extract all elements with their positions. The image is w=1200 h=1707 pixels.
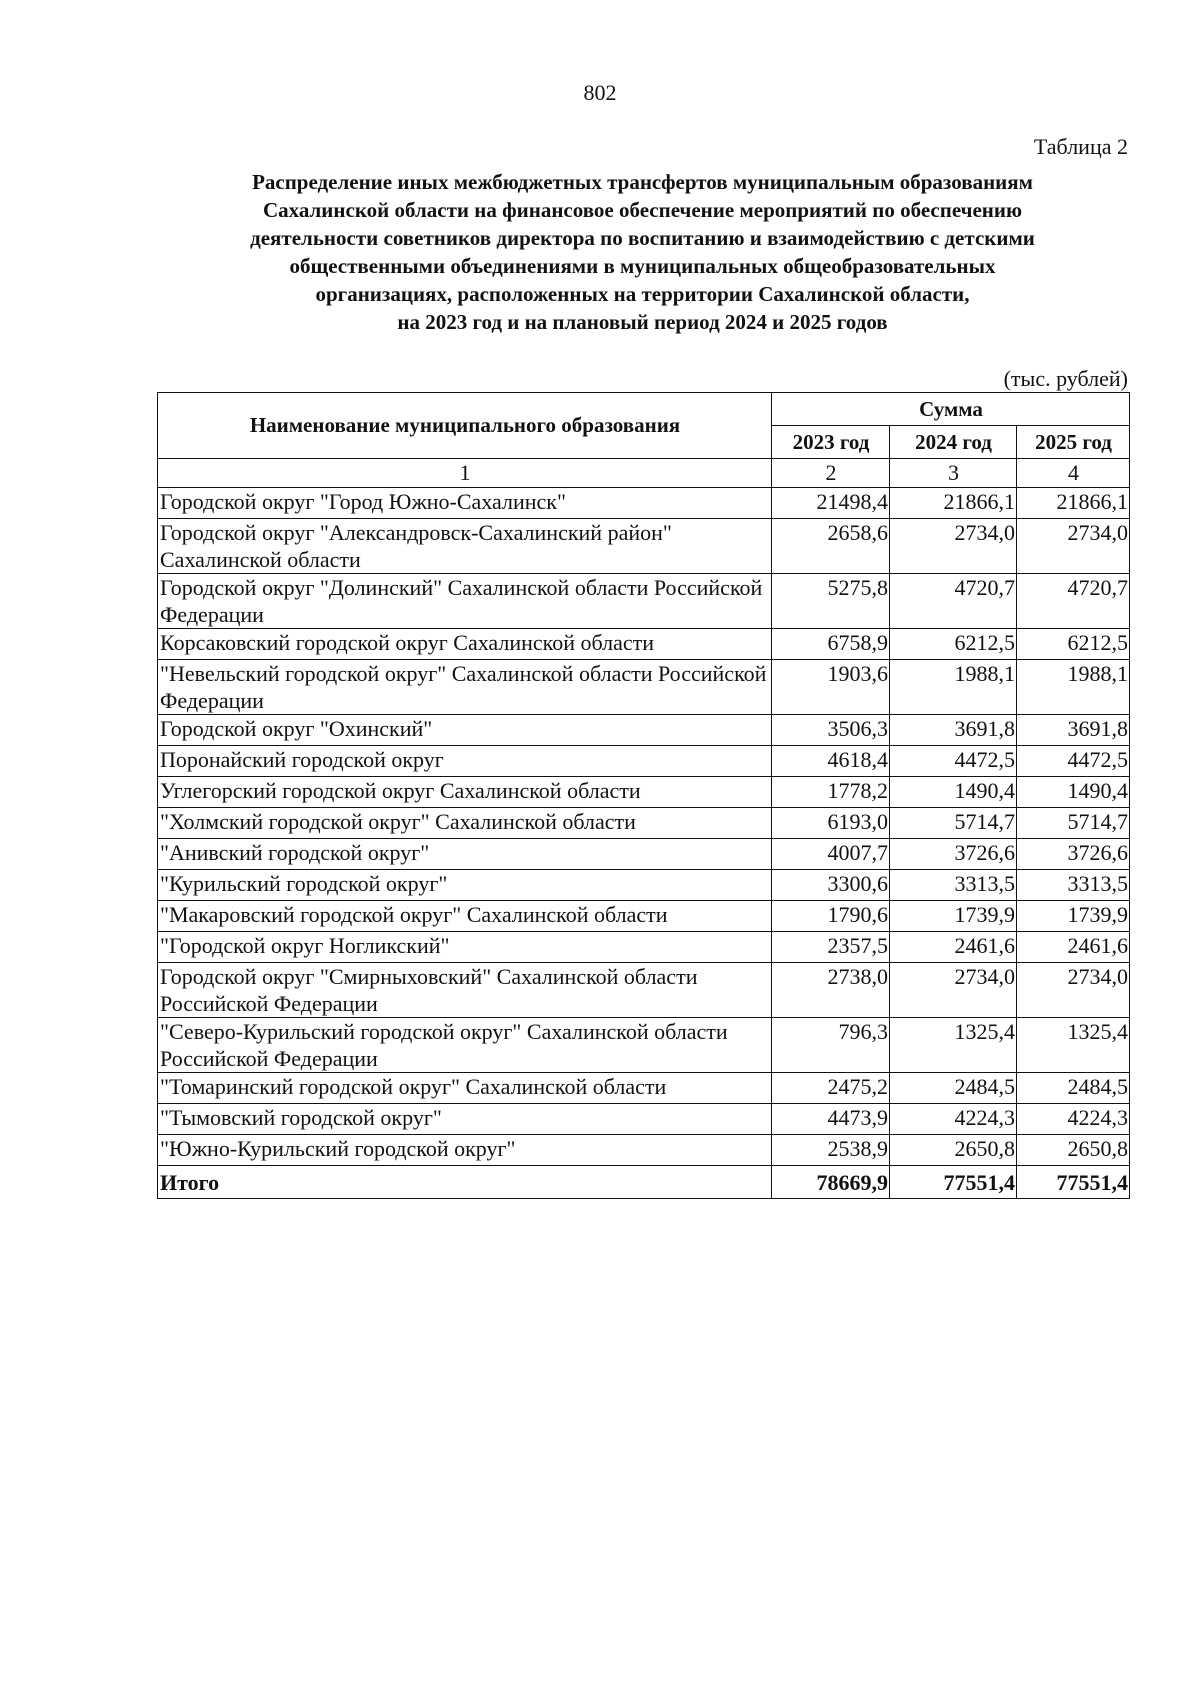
column-number: 1 bbox=[158, 459, 772, 488]
value-2023: 4473,9 bbox=[772, 1104, 890, 1135]
value-2025: 2734,0 bbox=[1017, 963, 1130, 1018]
value-2023: 5275,8 bbox=[772, 574, 890, 629]
municipality-name: Углегорский городской округ Сахалинской области bbox=[158, 777, 772, 808]
value-2024: 6212,5 bbox=[890, 629, 1017, 660]
municipality-name: "Анивский городской округ" bbox=[158, 839, 772, 870]
value-2024: 3726,6 bbox=[890, 839, 1017, 870]
value-2025: 3726,6 bbox=[1017, 839, 1130, 870]
table-row bbox=[158, 932, 1130, 963]
municipality-name: "Тымовский городской округ" bbox=[158, 1104, 772, 1135]
municipality-name: "Холмский городской округ" Сахалинской области bbox=[158, 808, 772, 839]
value-2024: 4720,7 bbox=[890, 574, 1017, 629]
transfers-table bbox=[157, 392, 1130, 1199]
municipality-name: "Северо-Курильский городской округ" Сахалинской области Российской Федерации bbox=[158, 1018, 772, 1073]
value-2024: 21866,1 bbox=[890, 488, 1017, 519]
value-2025: 4224,3 bbox=[1017, 1104, 1130, 1135]
table-row bbox=[158, 963, 1130, 1018]
table-row bbox=[158, 1104, 1130, 1135]
units-label: (тыс. рублей) bbox=[1003, 366, 1128, 391]
table-row bbox=[158, 839, 1130, 870]
table-row bbox=[158, 808, 1130, 839]
value-2025: 2650,8 bbox=[1017, 1135, 1130, 1166]
value-2023: 4618,4 bbox=[772, 746, 890, 777]
table-row bbox=[158, 777, 1130, 808]
header-year-2025: 2025 год bbox=[1017, 426, 1130, 459]
municipality-name: "Курильский городской округ" bbox=[158, 870, 772, 901]
value-2025: 4720,7 bbox=[1017, 574, 1130, 629]
value-2025: 1988,1 bbox=[1017, 660, 1130, 715]
table-row bbox=[158, 629, 1130, 660]
value-2024: 3691,8 bbox=[890, 715, 1017, 746]
table-row bbox=[158, 901, 1130, 932]
value-2024: 2650,8 bbox=[890, 1135, 1017, 1166]
value-2024: 1325,4 bbox=[890, 1018, 1017, 1073]
value-2025: 4472,5 bbox=[1017, 746, 1130, 777]
value-2025: 1739,9 bbox=[1017, 901, 1130, 932]
total-row bbox=[158, 1166, 1130, 1199]
value-2023: 1790,6 bbox=[772, 901, 890, 932]
document-title bbox=[150, 168, 1135, 336]
title-line: Распределение иных межбюджетных трансфертов муниципальным образованиям bbox=[252, 170, 1033, 194]
title-line: общественными объединениями в муниципальных общеобразовательных bbox=[289, 254, 996, 278]
value-2025: 3691,8 bbox=[1017, 715, 1130, 746]
value-2025: 3313,5 bbox=[1017, 870, 1130, 901]
table-body bbox=[158, 488, 1130, 1199]
header-row bbox=[158, 393, 1130, 426]
municipality-name: Городской округ "Охинский" bbox=[158, 715, 772, 746]
value-2025: 6212,5 bbox=[1017, 629, 1130, 660]
header-municipality: Наименование муниципального образования bbox=[158, 393, 772, 459]
value-2024: 1739,9 bbox=[890, 901, 1017, 932]
value-2024: 2461,6 bbox=[890, 932, 1017, 963]
value-2025: 2484,5 bbox=[1017, 1073, 1130, 1104]
value-2024: 2484,5 bbox=[890, 1073, 1017, 1104]
table-row bbox=[158, 715, 1130, 746]
header-year-2023: 2023 год bbox=[772, 426, 890, 459]
header-year-2024: 2024 год bbox=[890, 426, 1017, 459]
total-2023: 78669,9 bbox=[772, 1166, 890, 1199]
value-2023: 6758,9 bbox=[772, 629, 890, 660]
title-line: Сахалинской области на финансовое обеспечение мероприятий по обеспечению bbox=[262, 198, 1023, 222]
value-2024: 4224,3 bbox=[890, 1104, 1017, 1135]
value-2023: 3300,6 bbox=[772, 870, 890, 901]
value-2023: 2658,6 bbox=[772, 519, 890, 574]
value-2023: 796,3 bbox=[772, 1018, 890, 1073]
value-2023: 3506,3 bbox=[772, 715, 890, 746]
column-number: 3 bbox=[890, 459, 1017, 488]
value-2024: 1988,1 bbox=[890, 660, 1017, 715]
table-row bbox=[158, 574, 1130, 629]
total-label: Итого bbox=[158, 1166, 772, 1199]
value-2025: 1325,4 bbox=[1017, 1018, 1130, 1073]
table-row bbox=[158, 870, 1130, 901]
column-numbers-row bbox=[158, 459, 1130, 488]
table-row bbox=[158, 488, 1130, 519]
value-2024: 1490,4 bbox=[890, 777, 1017, 808]
value-2024: 2734,0 bbox=[890, 519, 1017, 574]
value-2024: 5714,7 bbox=[890, 808, 1017, 839]
municipality-name: "Городской округ Ногликский" bbox=[158, 932, 772, 963]
value-2023: 2738,0 bbox=[772, 963, 890, 1018]
value-2025: 2461,6 bbox=[1017, 932, 1130, 963]
municipality-name: Городской округ "Александровск-Сахалинский район" Сахалинской области bbox=[158, 519, 772, 574]
table-label: Таблица 2 bbox=[1033, 134, 1128, 159]
value-2025: 5714,7 bbox=[1017, 808, 1130, 839]
value-2024: 4472,5 bbox=[890, 746, 1017, 777]
table-row bbox=[158, 660, 1130, 715]
municipality-name: "Южно-Курильский городской округ" bbox=[158, 1135, 772, 1166]
value-2023: 4007,7 bbox=[772, 839, 890, 870]
value-2025: 21866,1 bbox=[1017, 488, 1130, 519]
municipality-name: "Невельский городской округ" Сахалинской области Российской Федерации bbox=[158, 660, 772, 715]
header-sum: Сумма bbox=[772, 393, 1130, 426]
page-number: 802 bbox=[583, 80, 617, 105]
title-line: организациях, расположенных на территории Сахалинской области, bbox=[315, 282, 970, 306]
table-row bbox=[158, 746, 1130, 777]
column-number: 4 bbox=[1017, 459, 1130, 488]
value-2023: 2538,9 bbox=[772, 1135, 890, 1166]
table-row bbox=[158, 1073, 1130, 1104]
value-2023: 2475,2 bbox=[772, 1073, 890, 1104]
value-2025: 2734,0 bbox=[1017, 519, 1130, 574]
value-2023: 6193,0 bbox=[772, 808, 890, 839]
municipality-name: Городской округ "Смирныховский" Сахалинской области Российской Федерации bbox=[158, 963, 772, 1018]
total-2024: 77551,4 bbox=[890, 1166, 1017, 1199]
table-row bbox=[158, 519, 1130, 574]
municipality-name: Корсаковский городской округ Сахалинской области bbox=[158, 629, 772, 660]
table-row bbox=[158, 1135, 1130, 1166]
value-2023: 1903,6 bbox=[772, 660, 890, 715]
value-2024: 3313,5 bbox=[890, 870, 1017, 901]
title-line: на 2023 год и на плановый период 2024 и 2025 годов bbox=[397, 310, 888, 334]
municipality-name: Городской округ "Долинский" Сахалинской области Российской Федерации bbox=[158, 574, 772, 629]
municipality-name: "Макаровский городской округ" Сахалинской области bbox=[158, 901, 772, 932]
municipality-name: "Томаринский городской округ" Сахалинской области bbox=[158, 1073, 772, 1104]
value-2023: 21498,4 bbox=[772, 488, 890, 519]
value-2023: 2357,5 bbox=[772, 932, 890, 963]
table-row bbox=[158, 1018, 1130, 1073]
value-2024: 2734,0 bbox=[890, 963, 1017, 1018]
value-2023: 1778,2 bbox=[772, 777, 890, 808]
value-2025: 1490,4 bbox=[1017, 777, 1130, 808]
municipality-name: Городской округ "Город Южно-Сахалинск" bbox=[158, 488, 772, 519]
title-line: деятельности советников директора по воспитанию и взаимодействию с детскими bbox=[250, 226, 1035, 250]
municipality-name: Поронайский городской округ bbox=[158, 746, 772, 777]
column-number: 2 bbox=[772, 459, 890, 488]
total-2025: 77551,4 bbox=[1017, 1166, 1130, 1199]
